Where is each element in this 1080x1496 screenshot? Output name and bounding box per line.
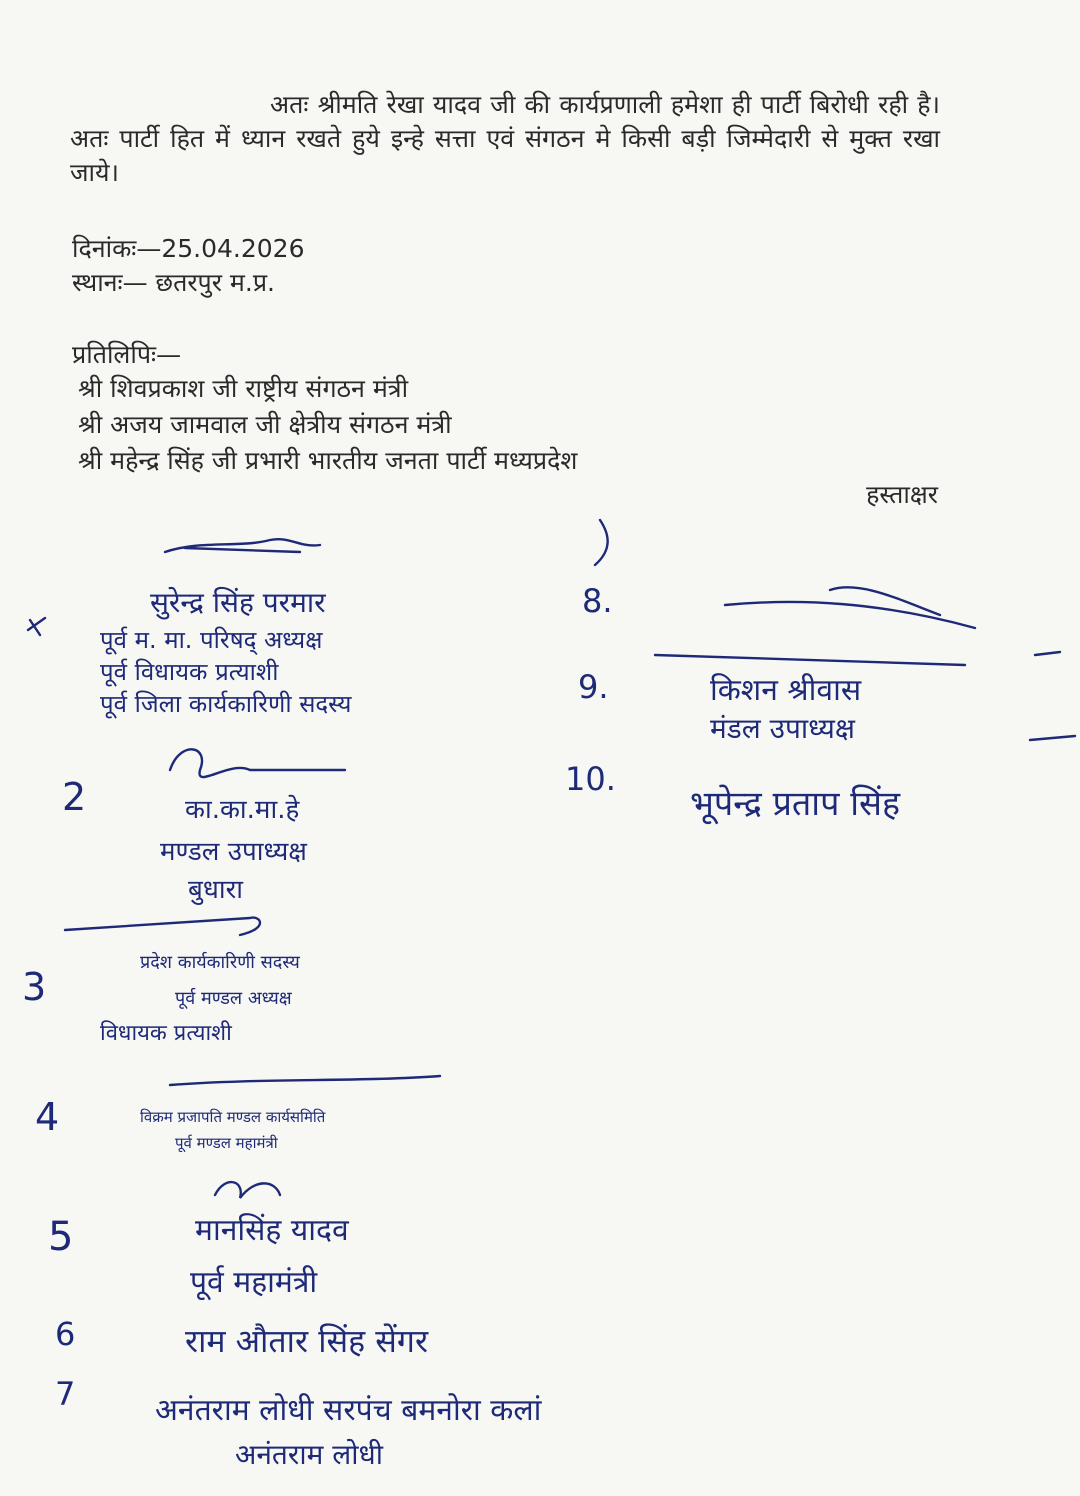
signatory-1-title: पूर्व विधायक प्रत्याशी	[100, 658, 279, 686]
letter-date: दिनांकः—25.04.2026	[72, 234, 305, 263]
serial-number: 6	[55, 1315, 76, 1353]
letter-paragraph: अतः श्रीमति रेखा यादव जी की कार्यप्रणाली हमेशा ही पार्टी बिरोधी रही है। अतः पार्टी हित में ध्यान रखते हुये इन्हे सत्ता एवं संगठन मे किसी बड़ी जिम्मेदारी से मुक्त रखा जाये।	[70, 90, 940, 187]
serial-number: 10.	[565, 760, 616, 798]
serial-number: 4	[35, 1095, 60, 1139]
serial-number: 5	[48, 1214, 74, 1260]
serial-number: 7	[55, 1375, 76, 1413]
signature-scribble-7	[595, 520, 965, 665]
copy-recipient-2: श्री अजय जामवाल जी क्षेत्रीय संगठन मंत्री	[78, 410, 452, 439]
signature-scribble-4	[170, 1076, 440, 1085]
signature-scribble-3	[65, 918, 260, 935]
serial-number: 2	[62, 775, 87, 819]
signature-scribble-5	[215, 1182, 280, 1198]
signatory-3-title: प्रदेश कार्यकारिणी सदस्य	[140, 952, 300, 973]
copy-heading: प्रतिलिपिः—	[72, 340, 182, 369]
signatory-2-title: मण्डल उपाध्यक्ष	[160, 837, 307, 867]
signatory-3-title: विधायक प्रत्याशी	[100, 1021, 232, 1046]
signatory-7-signature: अनंतराम लोधी	[235, 1438, 383, 1471]
margin-tick	[1030, 652, 1075, 740]
signatory-6-name: राम औतार सिंह सेंगर	[185, 1322, 429, 1360]
serial-number: 9.	[578, 668, 609, 706]
signatory-2-place: बुधारा	[188, 875, 243, 905]
signature-scribble-1	[165, 539, 320, 552]
signatory-3-title: पूर्व मण्डल अध्यक्ष	[175, 988, 292, 1009]
signatory-1-title: पूर्व म. मा. परिषद् अध्यक्ष	[100, 626, 323, 654]
copy-recipient-1: श्री शिवप्रकाश जी राष्ट्रीय संगठन मंत्री	[78, 374, 409, 403]
signature-scribble-6	[725, 587, 975, 628]
signatory-5-name: मानसिंह यादव	[195, 1213, 349, 1248]
margin-star	[28, 618, 45, 635]
signatory-1-title: पूर्व जिला कार्यकारिणी सदस्य	[100, 690, 352, 718]
signatory-1-name: सुरेन्द्र सिंह परमार	[150, 586, 326, 619]
signature-scribble-2	[170, 749, 345, 777]
copy-recipient-3: श्री महेन्द्र सिंह जी प्रभारी भारतीय जनता पार्टी मध्यप्रदेश	[78, 446, 578, 475]
signature-label: हस्ताक्षर	[866, 480, 938, 509]
serial-number: 8.	[582, 582, 613, 620]
signatory-4-title: विक्रम प्रजापति मण्डल कार्यसमिति	[140, 1108, 326, 1126]
signatory-9-title: मंडल उपाध्यक्ष	[710, 712, 855, 745]
signatory-2-name: का.का.मा.हे	[185, 795, 300, 825]
letter-place: स्थानः— छतरपुर म.प्र.	[72, 268, 275, 297]
signatory-4-title: पूर्व मण्डल महामंत्री	[175, 1134, 278, 1152]
signatory-9-name: किशन श्रीवास	[710, 673, 862, 708]
serial-number: 3	[22, 965, 47, 1009]
signatory-5-title: पूर्व महामंत्री	[190, 1265, 318, 1300]
signatory-7-name: अनंतराम लोधी सरपंच बमनोरा कलां	[155, 1393, 542, 1428]
signatory-10-name: भूपेन्द्र प्रताप सिंह	[690, 784, 901, 824]
